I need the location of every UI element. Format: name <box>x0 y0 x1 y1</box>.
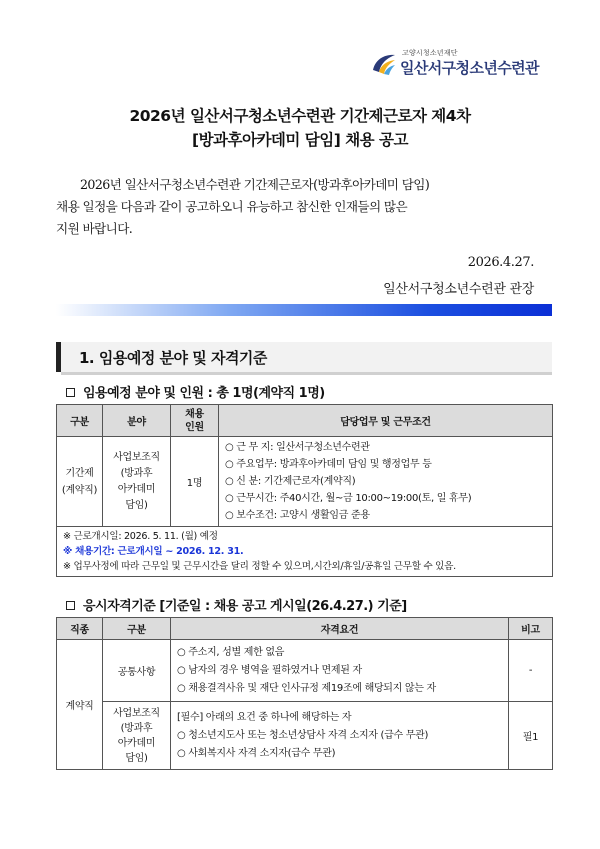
org-logo <box>370 48 570 82</box>
subheading-qualifications-label: 응시자격기준 [기준일 : 채용 공고 게시일(26.4.27.) 기준] <box>83 599 407 614</box>
condition-item: ○ 근 무 지: 일산서구청소년수련관 <box>225 442 370 453</box>
header-remark: 비고 <box>509 618 553 640</box>
notes-row <box>57 527 553 577</box>
header-field: 분야 <box>103 405 171 437</box>
notes-cell <box>57 527 553 577</box>
checkbox-square-icon <box>66 388 75 397</box>
requirement-item: ○ 채용결격사유 및 재단 인사규정 제19조에 해당되지 않는 자 <box>177 682 436 694</box>
cell-count: 1명 <box>171 437 219 527</box>
table-header-row <box>57 618 553 640</box>
qualifications-table <box>56 617 553 770</box>
requirement-item: ○ 남자의 경우 병역을 필하였거나 면제된 자 <box>177 664 362 676</box>
cell-conditions <box>219 437 553 527</box>
table-header-row <box>57 405 553 437</box>
header-duties: 담당업무 및 근무조건 <box>219 405 553 437</box>
section-heading-label: 1. 임용예정 분야 및 자격기준 <box>79 349 267 367</box>
logo-mark-icon <box>370 50 398 78</box>
header-requirements: 자격요건 <box>171 618 509 640</box>
cell-job: 계약직 <box>57 640 103 770</box>
requirement-item: [필수] 아래의 요건 중 하나에 해당하는 자 <box>177 711 352 723</box>
note-start-date: ※ 근로개시일: 2026. 5. 11. (월) 예정 <box>63 531 218 542</box>
intro-paragraph <box>56 174 556 240</box>
subheading-qualifications <box>66 595 407 614</box>
requirement-item: ○ 주소지, 성별 제한 없음 <box>177 646 285 658</box>
announcement-date: 2026.4.27. <box>467 255 534 270</box>
signature: 일산서구청소년수련관 관장 <box>383 282 534 297</box>
requirement-item: ○ 사회복지사 자격 소지자(급수 무관) <box>177 747 336 759</box>
header-type: 구분 <box>57 405 103 437</box>
cell-type: 공통사항 <box>103 640 171 702</box>
table-row <box>57 640 553 702</box>
header-job: 직종 <box>57 618 103 640</box>
intro-line-2: 채용 일정을 다음과 같이 공고하오니 유능하고 참신한 인재들의 많은 <box>56 199 408 214</box>
header-count: 채용 인원 <box>171 405 219 437</box>
cell-type: 기간제 (계약직) <box>57 437 103 527</box>
gradient-divider <box>56 304 552 316</box>
cell-remark: 필1 <box>509 702 553 770</box>
requirement-item: ○ 청소년지도사 또는 청소년상담사 자격 소지자 (급수 무관) <box>177 729 429 741</box>
intro-line-1: 2026년 일산서구청소년수련관 기간제근로자(방과후아카데미 담임) <box>80 177 430 192</box>
cell-field: 사업보조직 (방과후 아카데미 담임) <box>103 437 171 527</box>
cell-remark: - <box>509 640 553 702</box>
positions-table <box>56 404 553 577</box>
table-row <box>57 437 553 527</box>
cell-type: 사업보조직 (방과후 아카데미 담임) <box>103 702 171 770</box>
subheading-positions-label: 임용예정 분야 및 인원 : 총 1명(계약직 1명) <box>83 386 325 401</box>
header-type: 구분 <box>103 618 171 640</box>
logo-name: 일산서구청소년수련관 <box>400 59 539 77</box>
page-title-line-2: [방과후아카데미 담임] 채용 공고 <box>191 131 408 149</box>
note-period: ※ 채용기간: 근로개시일 ~ 2026. 12. 31. <box>63 546 244 557</box>
checkbox-square-icon <box>66 601 75 610</box>
condition-item: ○ 주요업무: 방과후아카데미 담임 및 행정업무 등 <box>225 459 432 470</box>
cell-requirements <box>171 702 509 770</box>
cell-requirements <box>171 640 509 702</box>
subheading-positions <box>66 382 325 401</box>
intro-line-3: 지원 바랍니다. <box>56 221 133 236</box>
table-row <box>57 702 553 770</box>
condition-item: ○ 신 분: 기간제근로자(계약직) <box>225 476 356 487</box>
condition-item: ○ 근무시간: 주40시간, 월~금 10:00~19:00(토, 일 휴무) <box>225 493 472 504</box>
note-schedule: ※ 업무사정에 따라 근무일 및 근무시간을 달리 정할 수 있으며,시간외/휴일/공휴일 근무할 수 있음. <box>63 561 456 572</box>
page-title-line-1: 2026년 일산서구청소년수련관 기간제근로자 제4차 <box>129 107 471 125</box>
section-heading <box>56 342 552 372</box>
condition-item: ○ 보수조건: 고양시 생활임금 준용 <box>225 510 370 521</box>
section-heading-shadow <box>61 372 552 375</box>
logo-subtitle: 고양시청소년재단 <box>402 49 458 57</box>
